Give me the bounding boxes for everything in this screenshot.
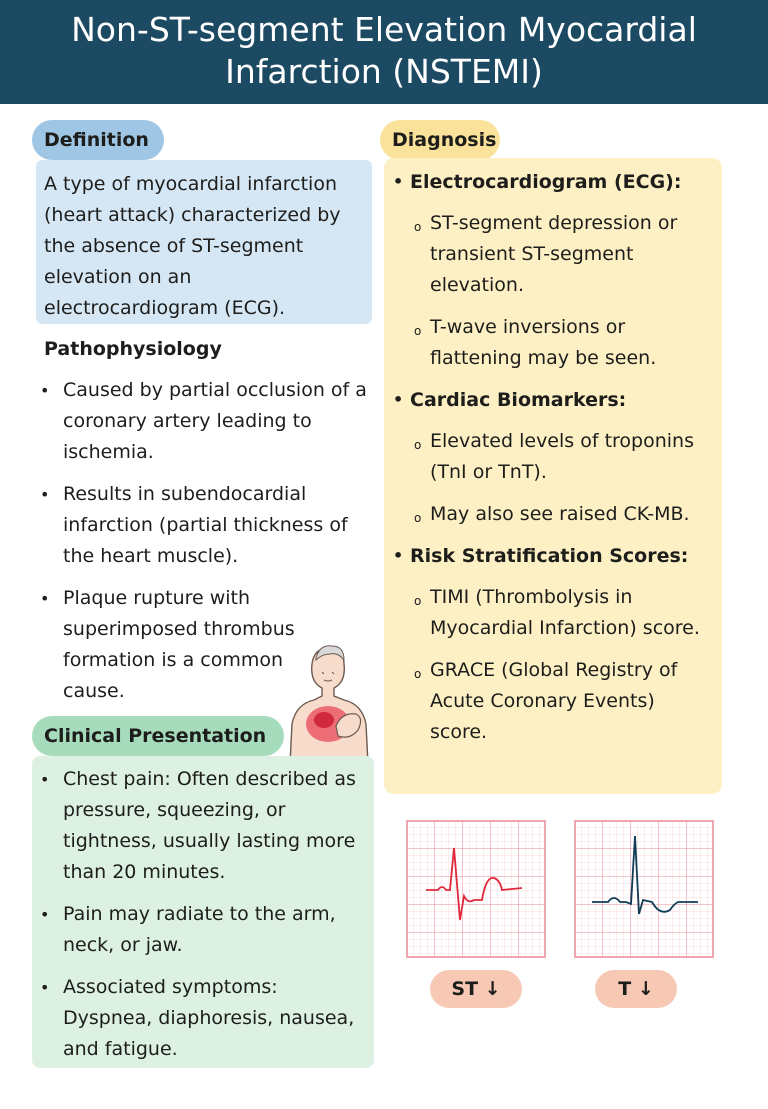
diagnosis-risk-list	[412, 582, 712, 748]
definition-label: Definition	[32, 120, 164, 160]
diagnosis-heading-risk: • Risk Stratification Scores:	[390, 541, 712, 571]
pathophysiology-heading: Pathophysiology	[44, 338, 222, 360]
list-item: • Results in subendocardial infarction (partial thickness of the heart muscle).	[36, 479, 380, 572]
list-item: o T-wave inversions or flattening may be seen.	[412, 312, 712, 374]
diagnosis-heading-ecg: • Electrocardiogram (ECG):	[390, 167, 712, 197]
list-item: o Elevated levels of troponins (TnI or TnT).	[412, 426, 712, 488]
list-item: o May also see raised CK-MB.	[412, 499, 712, 530]
diagnosis-label: Diagnosis	[380, 120, 500, 160]
list-item: o TIMI (Thrombolysis in Myocardial Infarction) score.	[412, 582, 712, 644]
diagnosis-ecg-list	[412, 208, 712, 374]
ecg-t-inversion-icon	[574, 820, 714, 958]
diagnosis-box	[384, 158, 722, 794]
clinical-list	[36, 764, 370, 1065]
clinical-presentation-box	[32, 756, 374, 1068]
diagnosis-heading-biomarkers: • Cardiac Biomarkers:	[390, 385, 712, 415]
list-item: o GRACE (Global Registry of Acute Coronary Events) score.	[412, 655, 712, 748]
chest-pain-person-icon	[286, 642, 372, 764]
diagnosis-biomarkers-list	[412, 426, 712, 530]
page-title: Non-ST-segment Elevation Myocardial Infarction (NSTEMI)	[0, 0, 768, 104]
ecg-t-label: T ↓	[595, 970, 677, 1008]
definition-text: A type of myocardial infarction (heart attack) characterized by the absence of ST-segment elevation on an electrocardiogram (ECG).	[36, 160, 372, 324]
list-item: • Chest pain: Often described as pressure, squeezing, or tightness, usually lasting more than 20 minutes.	[36, 764, 370, 888]
clinical-presentation-label: Clinical Presentation	[32, 716, 284, 756]
ecg-st-depression-icon	[406, 820, 546, 958]
list-item: • Plaque rupture with superimposed thrombus formation is a common cause.	[36, 583, 380, 707]
list-item: • Associated symptoms: Dyspnea, diaphoresis, nausea, and fatigue.	[36, 972, 370, 1065]
ecg-st-label: ST ↓	[430, 970, 522, 1008]
list-item: o ST-segment depression or transient ST-segment elevation.	[412, 208, 712, 301]
list-item: • Caused by partial occlusion of a coronary artery leading to ischemia.	[36, 375, 380, 468]
list-item: • Pain may radiate to the arm, neck, or jaw.	[36, 899, 370, 961]
